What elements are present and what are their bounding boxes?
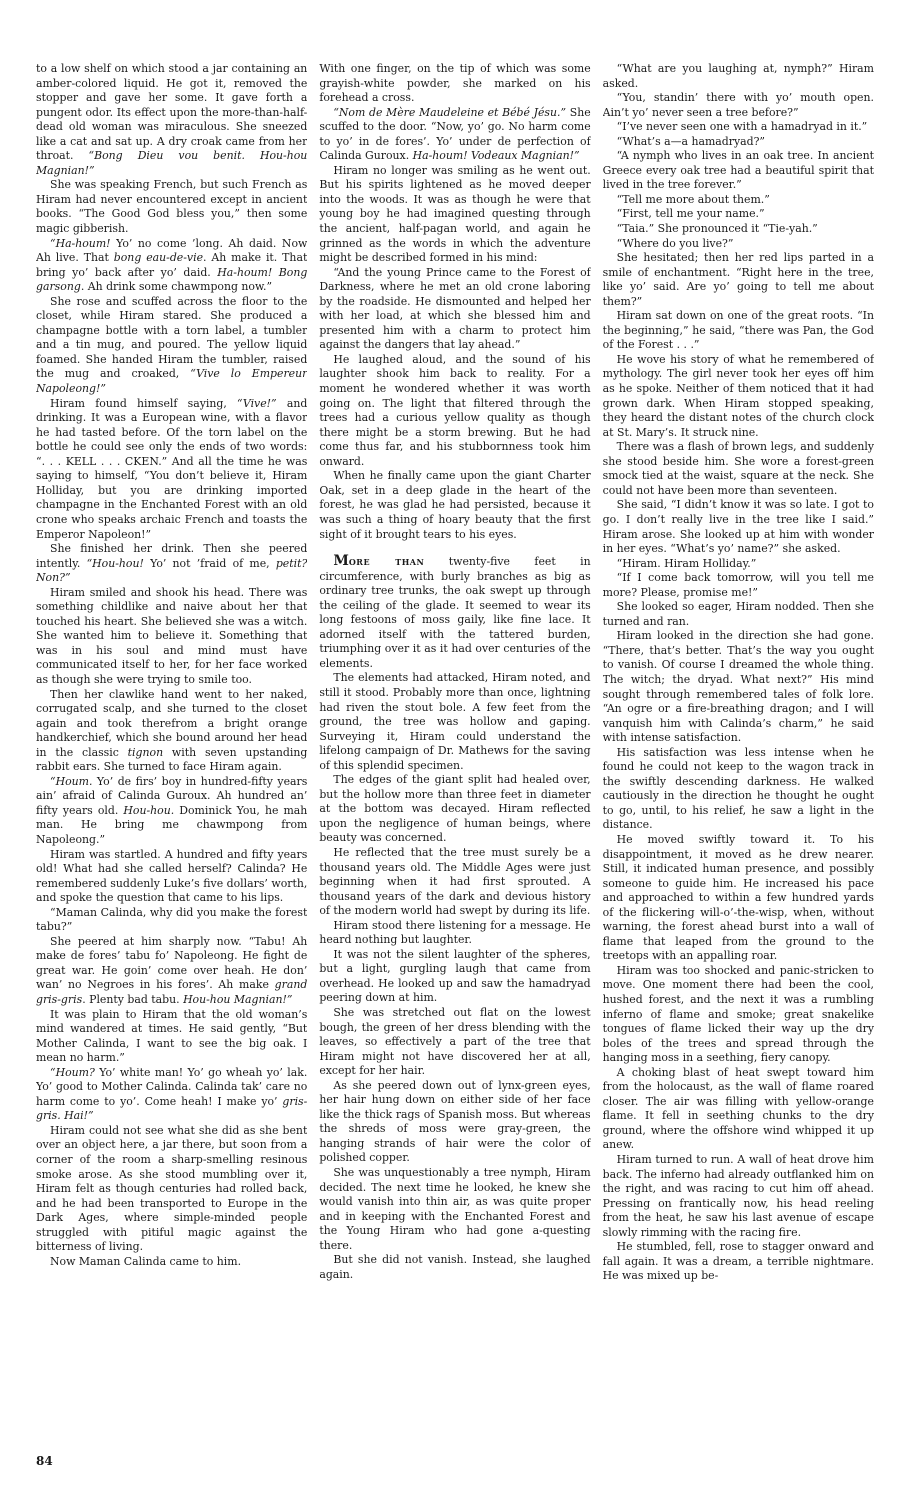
paragraph [319,1079,590,1166]
paragraph [319,1253,590,1282]
paragraph [319,948,590,1006]
body-text: . Ah drink some chawmpong now.” [80,280,273,294]
body-text: Hiram looked in the direction she had gone. “There, that’s better. That’s the way you ought to vanish. Of course I dreamed the whole thing. The witch; the dryad. What next?” His mind sought through remembered tales of folk lore. “An ogre or a fire-breathing dragon; and I will vanquish him with Calinda’s charm,” he said with intense satisfaction. [602,629,874,745]
body-text: She scuffed to the door. “Now, yo’ go. No harm come to yo’ in de fores’. Yo’ under de perfection of Calinda Guroux. [319,105,591,163]
italic-text: Hou-hou Magnian!” [183,993,293,1006]
body-text: She said, “I didn’t know it was so late. I got to go. I don’t really live in the tree like I said.” Hiram arose. She looked up at him with wonder in her eyes. “What’s yo’ name?” she asked. [602,498,874,556]
body-text: Hiram stood there listening for a message. He heard nothing but laughter. [319,918,591,947]
body-text: She rose and scuffed across the floor to the closet, while Hiram stared. She produced a champagne bottle with a torn label, a tumbler and a tin mug, and poured. The yellow liquid foamed. She handed Hiram the tumbler, raised the mug and croaked, [36,294,308,381]
body-text: Hiram no longer was smiling as he went out. But his spirits lightened as he moved deeper into the woods. It was as though he were that young boy he had imagined questing through the ancient, half-pagan world, and again he grinned as the words in which the adventure might be described formed in his mind: [319,163,591,265]
italic-text: “Hou-hou! [86,556,144,570]
body-text: Hiram smiled and shook his head. There was something childlike and naive about her that touched his heart. She believed she was a witch. She wanted him to believe it. Something that was in his soul and mind must have communicated itself to her, for her face worked as though she were trying to smile too. [36,585,308,686]
body-text: She hesitated; then her red lips parted in a smile of enchantment. “Right here in the tree, like yo’ said. Are yo’ going to tell me about them?” [602,251,874,308]
body-text: to a low shelf on which stood a jar containing an amber-colored liquid. He got it, removed the stopper and gave her some. It gave forth a pungent odor. Its effect upon the more-than-half-dead old woman was miraculous. She sneezed like a cat and sat up. A dry croak came from her throat. [36,62,308,163]
italic-text: petit? Non?” [36,556,308,585]
body-text: He wove his story of what he remembered of mythology. The girl never took her eyes off him as he spoke. Neither of them noticed that it had grown dark. When Hiram stopped speaking, they heard the distant notes of the church clock at St. Mary’s. It struck nine. [602,352,874,439]
body-text: Hiram found himself saying, [50,396,238,410]
body-text: Dominick You, he mah man. He bring me chawmpong from Napoleong.” [36,803,308,846]
italic-text: Ha-houm! Vodeaux Magnian!” [412,149,580,163]
paragraph [36,397,307,542]
body-text: She looked so eager, Hiram nodded. Then she turned and ran. [602,600,874,628]
italic-text: “Bong Dieu vou benit. Hou-hou Magnian!” [36,149,308,177]
paragraph [319,1166,590,1253]
paragraph [319,266,590,353]
paragraph [319,469,590,542]
paragraph [603,629,874,745]
paragraph [603,309,874,353]
paragraph [603,833,874,964]
paragraph [603,1240,874,1284]
paragraph [603,62,874,91]
body-text: As she peered down out of lynx-green eyes, her hair hung down on either side of her face like the thick rags of Spanish moss. But whereas the shreds of moss were gray-green, the hanging strands of hair were the color of polished copper. [319,1078,591,1165]
italic-text: grand gris-gris [36,978,308,1006]
body-text: . Plenty bad tabu. [82,993,184,1006]
body-text: The elements had attacked, Hiram noted, and still it stood. Probably more than once, lightning had riven the stout bole. A few feet from the ground, the tree was hollow and gaping. Surveying it, Hiram could understand the lifelong campaign of Dr. Mathews for the saving of this splendid specimen. [319,671,591,772]
paragraph [603,600,874,629]
paragraph [36,295,307,397]
page-number: 84 [36,1454,53,1468]
column-left [36,62,307,1446]
paragraph [36,906,307,935]
italic-text: tignon [127,745,164,759]
body-text: With one finger, on the tip of which was some grayish-white powder, she marked on his forehead a cross. [319,62,591,105]
body-text: He reflected that the tree must surely be a thousand years old. The Middle Ages were just beginning when it had first sprouted. A thousand years of the dark and devious history of the modern world had swept by during its life. [319,845,591,918]
body-text: “Hiram. Hiram Holliday.” [616,556,757,570]
body-text: and drinking. It was a European wine, with a flavor he had tasted before. Of the torn label on the bottle he could see only the ends of two words: “. . . KELL . . . CKEN.” And all the time he was saying to himself, “You don’t believe it, Hiram Holliday, but you are drinking imported champagne in the Enchanted Forest with an old crone who speaks archaic French and toasts the Emperor Napoleon!” [36,396,308,541]
body-text: He stumbled, fell, rose to stagger onward and fall again. It was a dream, a terrible nightmare. He was mixed up be- [602,1240,874,1283]
italic-text: “Nom de Mère Maudeleine et Bébé Jésu.” [333,105,567,119]
body-text: There was a flash of brown legs, and suddenly she stood beside him. She wore a forest-green smock tied at the waist, square at the neck. She could not have been more than seventeen. [602,440,874,497]
paragraph [603,91,874,120]
paragraph [319,353,590,469]
body-text: Hiram turned to run. A wall of heat drove him back. The inferno had already outflanked him on the right, and was racing to cut him off ahead. Pressing on frantically now, his head reeling from the heat, he saw his last avenue of escape slowly rimming with the racing fire. [602,1153,874,1239]
paragraph [603,193,874,208]
paragraph [603,207,874,222]
paragraph [36,775,307,848]
paragraph [603,149,874,193]
paragraph [603,251,874,309]
body-text: “Tell me more about them.” [616,192,770,206]
italic-text: Ha-houm! Bong garsong [36,265,308,294]
body-text: Then her clawlike hand went to her naked, corrugated scalp, and she turned to the closet again and took therefrom a bright orange handkerchief, which she bound around her head in the classic [36,687,308,759]
italic-text: “Houm? [50,1065,95,1079]
paragraph [36,1124,307,1255]
paragraph [603,120,874,135]
paragraph [36,1255,307,1270]
paragraph [603,1066,874,1153]
paragraph [319,164,590,266]
section-initial: M [333,553,349,570]
italic-text: “Ha-houm! [50,236,111,250]
body-text: “Taia.” She pronounced it “Tie-yah.” [616,222,818,236]
paragraph [36,1008,307,1066]
body-text: “And the young Prince came to the Forest of Darkness, where he met an old crone laboring by the roadside. He dismounted and helped her with her load, at which she blessed him and presented him with a charm to protect him against the dangers that lay ahead.” [319,265,591,352]
body-text: He laughed aloud, and the sound of his laughter shook him back to reality. For a moment he wondered whether it was worth going on. The light that filtered through the trees had a curious yellow quality as though there might be a storm brewing. But he had come thus far, and his stubbornness took him onward. [319,352,591,468]
body-text: “Maman Calinda, why did you make the forest tabu?” [36,905,308,934]
body-text: Hiram was startled. A hundred and fifty years old! What had she called herself? Calinda? He remembered suddenly Luke’s five dollars’ worth, and spoke the question that came to his lips. [36,847,308,905]
italic-text: bong eau-de-vie [113,251,204,265]
paragraph [603,1153,874,1240]
paragraph [603,135,874,150]
body-text: with seven upstanding rabbit ears. She turned to face Hiram again. [36,745,308,774]
body-text: Yo’ white man! Yo’ go wheah yo’ lak. Yo’ good to Mother Calinda. Calinda tak’ care no harm come to yo’. Come heah! I make yo’ [36,1065,308,1108]
column-right [603,62,874,1446]
paragraph [36,1066,307,1124]
paragraph [319,106,590,164]
body-text: Yo’ de firs’ boy in hundred-fifty years ain’ afraid of Calinda Guroux. Ah hundred an’ fifty years old. [36,774,308,817]
paragraph [319,1006,590,1079]
body-text: Now Maman Calinda came to him. [50,1254,242,1268]
body-text: It was not the silent laughter of the spheres, but a light, gurgling laugh that came from overhead. He looked up and saw the hamadryad peering down at him. [319,947,591,1005]
body-text: She was speaking French, but such French as Hiram had never encountered except in ancient books. “The Good God bless you,” then some magic gibberish. [36,178,308,236]
text-columns [36,62,874,1446]
paragraph [319,773,590,846]
body-text: Hiram could not see what she did as she bent over an object here, a jar there, but soon from a corner of the room a sharp-smelling resinous smoke arose. As she stood mumbling over it, Hiram felt as though centuries had rolled back, and he had been transported to Europe in the Dark Ages, where simple-minded people struggled with pitiful magic against the bitterness of living. [36,1123,308,1254]
paragraph [319,62,590,106]
body-text: Hiram was too shocked and panic-stricken to move. One moment there had been the cool, hushed forest, and the next it was a rumbling inferno of flame and smoke; great snakelike tongues of flame licked their way up the dry boles of the trees and spread through the hanging moss in a seething, fiery canopy. [602,963,874,1065]
italic-text: gris-gris. Hai!” [36,1094,308,1123]
body-text: She was stretched out flat on the lowest bough, the green of her dress blending with the leaves, so effectively a part of the tree that Hiram might not have discovered her at all, except for her hair. [319,1006,591,1078]
paragraph [36,586,307,688]
body-text: “What’s a—a hamadryad?” [616,134,765,148]
italic-text: “Vive lo Empereur Napoleong!” [36,367,308,396]
paragraph [36,542,307,586]
body-text: The edges of the giant split had healed over, but the hollow more than three feet in diameter at the bottom was decayed. Hiram reflected upon the negligence of human beings, where beauty was concerned. [319,773,591,845]
italic-text: “Houm. [50,774,93,788]
paragraph [319,919,590,948]
body-text: “First, tell me your name.” [616,207,765,221]
body-text: “What are you laughing at, nymph?” Hiram asked. [602,62,874,90]
body-text: “Where do you live?” [616,236,734,250]
body-text: Yo’ not ’fraid of me, [143,556,276,570]
body-text: She was unquestionably a tree nymph, Hiram decided. The next time he looked, he knew she would vanish into thin air, as was quite proper and in keeping with the Enchanted Forest and the Young Hiram who had gone a-questing there. [319,1166,591,1252]
paragraph [319,846,590,919]
body-text: He moved swiftly toward it. To his disappointment, it moved as he drew nearer. Still, it indicated human presence, and possibly someone to guide him. He increased his pace and approached to within a few hundred yards of the flickering will-o’-the-wisp, when, without warning, the forest ahead burst into a wall of flame that leaped from the ground to the treetops with an appalling roar. [602,832,874,963]
paragraph [603,353,874,440]
body-text: His satisfaction was less intense when he found he could not keep to the wagon track in the swiftly descending darkness. He walked cautiously in the direction he thought he ought to go, until, to his relief, he saw a light in the distance. [602,745,874,832]
body-text: It was plain to Hiram that the old woman’s mind wandered at times. He said gently, “But Mother Calinda, I want to see the big oak. I mean no harm.” [36,1007,308,1065]
italic-text: Hou-hou. [123,803,175,817]
paragraph [36,178,307,236]
body-text: twenty-five feet in circumference, with burly branches as big as ordinary tree trunks, the oak swept up through the ceiling of the glade. It seemed to wear its long festoons of moss gaily, like fine lace. It adorned itself with the tattered burden, triumphing over it as it had over centuries of the elements. [319,555,591,670]
paragraph [603,746,874,833]
paragraph [603,557,874,572]
paragraph [603,440,874,498]
body-text: “A nymph who lives in an oak tree. In ancient Greece every oak tree had a beautiful spirit that lived in the tree forever.” [602,149,874,192]
body-text: She finished her drink. Then she peered intently. [36,542,308,570]
paragraph [36,935,307,1008]
paragraph [603,571,874,600]
body-text: She peered at him sharply now. “Tabu! Ah make de fores’ tabu fo’ Napoleong. He fight de great war. He goin’ come over heah. He don’ wan’ no Negroes in his fores’. Ah make [36,934,308,992]
body-text: But she did not vanish. Instead, she laughed again. [319,1253,591,1281]
body-text: Hiram sat down on one of the great roots. “In the beginning,” he said, “there was Pan, the God of the Forest . . .” [602,309,874,352]
paragraph [603,237,874,252]
paragraph [603,222,874,237]
paragraph [36,688,307,775]
body-text: A choking blast of heat swept toward him from the holocaust, as the wall of flame roared closer. The air was filling with yellow-orange flame. It fell in seething chunks to the dry ground, where the offshore wind whipped it up anew. [602,1065,874,1152]
body-text: “I’ve never seen one with a hamadryad in it.” [616,120,868,134]
column-middle [319,62,590,1446]
body-text: When he finally came upon the giant Charter Oak, set in a deep glade in the heart of the forest, he was glad he had persisted, because it was such a thing of hoary beauty that the first sight of it brought tears to his eyes. [319,469,591,541]
body-text: Yo’ no come ’long. Ah daid. Now Ah live. That [36,236,308,265]
body-text: . Ah make it. That bring yo’ back after yo’ daid. [36,251,308,279]
body-text: “You, standin’ there with yo’ mouth open. Ain’t yo’ never seen a tree before?” [602,91,874,119]
paragraph [36,848,307,906]
paragraph [36,237,307,295]
paragraph [36,62,307,178]
section-lead-in: ore than [348,555,425,569]
paragraph [603,498,874,556]
italic-text: “Vive!” [237,396,277,410]
body-text: “If I come back tomorrow, will you tell me more? Please, promise me!” [602,571,874,599]
paragraph [319,671,590,773]
paragraph [603,964,874,1066]
paragraph [319,554,590,671]
